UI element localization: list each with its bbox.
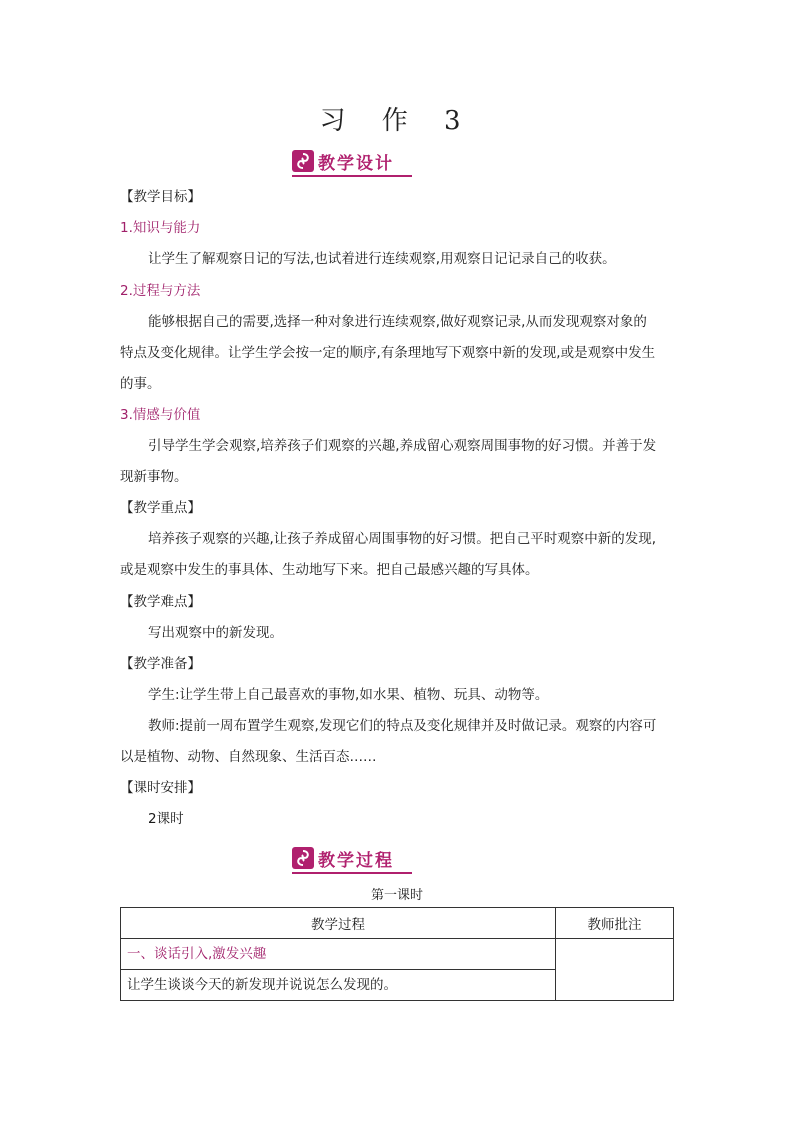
header-notes: 教师批注 [556,908,674,939]
teaching-process-banner [292,845,412,871]
swirl-logo-icon [292,847,314,869]
emotion-line: 引导学生学会观察,培养孩子们观察的兴趣,养成留心观察周围事物的好习惯。并善于发 [148,438,657,454]
key-points-line: 培养孩子观察的兴趣,让孩子养成留心周围事物的好习惯。把自己平时观察中新的发现, [148,531,657,547]
schedule-header: 【课时安排】 [120,780,201,796]
banner-underline [292,175,412,177]
preparation-teacher: 教师:提前一周布置学生观察,发现它们的特点及变化规律并及时做记录。观察的内容可 [148,718,657,734]
section-title: 一、谈话引入,激发兴趣 [121,939,555,970]
process-table [120,907,674,1001]
table-header-row [121,908,674,939]
page-title: 习 作 3 [319,106,475,136]
session-title: 第一课时 [370,888,423,903]
header-process: 教学过程 [121,908,556,939]
difficulty-header: 【教学难点】 [120,594,201,610]
banner-underline [292,872,412,874]
key-points-line: 或是观察中发生的事具体、生动地写下来。把自己最感兴趣的写具体。 [120,562,539,578]
difficulty-text: 写出观察中的新发现。 [148,625,283,641]
knowledge-title: 1.知识与能力 [120,220,201,236]
notes-cell [556,939,674,1001]
objectives-header: 【教学目标】 [120,189,201,205]
preparation-teacher: 以是植物、动物、自然现象、生活百态…… [120,749,377,765]
knowledge-text: 让学生了解观察日记的写法,也试着进行连续观察,用观察日记记录自己的收获。 [148,251,616,267]
emotion-title: 3.情感与价值 [120,407,201,423]
process-cell [121,939,556,1001]
preparation-header: 【教学准备】 [120,656,201,672]
teaching-design-banner [292,148,412,174]
emotion-line: 现新事物。 [120,469,188,485]
swirl-logo-icon [292,150,314,172]
process-title: 2.过程与方法 [120,283,201,299]
key-points-header: 【教学重点】 [120,500,201,516]
table-row [121,939,674,1001]
banner-label: 教学设计 [318,153,394,174]
section-text: 让学生谈谈今天的新发现并说说怎么发现的。 [127,977,397,993]
preparation-student: 学生:让学生带上自己最喜欢的事物,如水果、植物、玩具、动物等。 [148,687,549,703]
process-line: 的事。 [120,376,161,392]
banner-label: 教学过程 [318,850,394,871]
process-line: 能够根据自己的需要,选择一种对象进行连续观察,做好观察记录,从而发现观察对象的 [148,314,647,330]
process-line: 特点及变化规律。让学生学会按一定的顺序,有条理地写下观察中新的发现,或是观察中发生 [120,345,656,361]
schedule-text: 2课时 [148,811,184,827]
